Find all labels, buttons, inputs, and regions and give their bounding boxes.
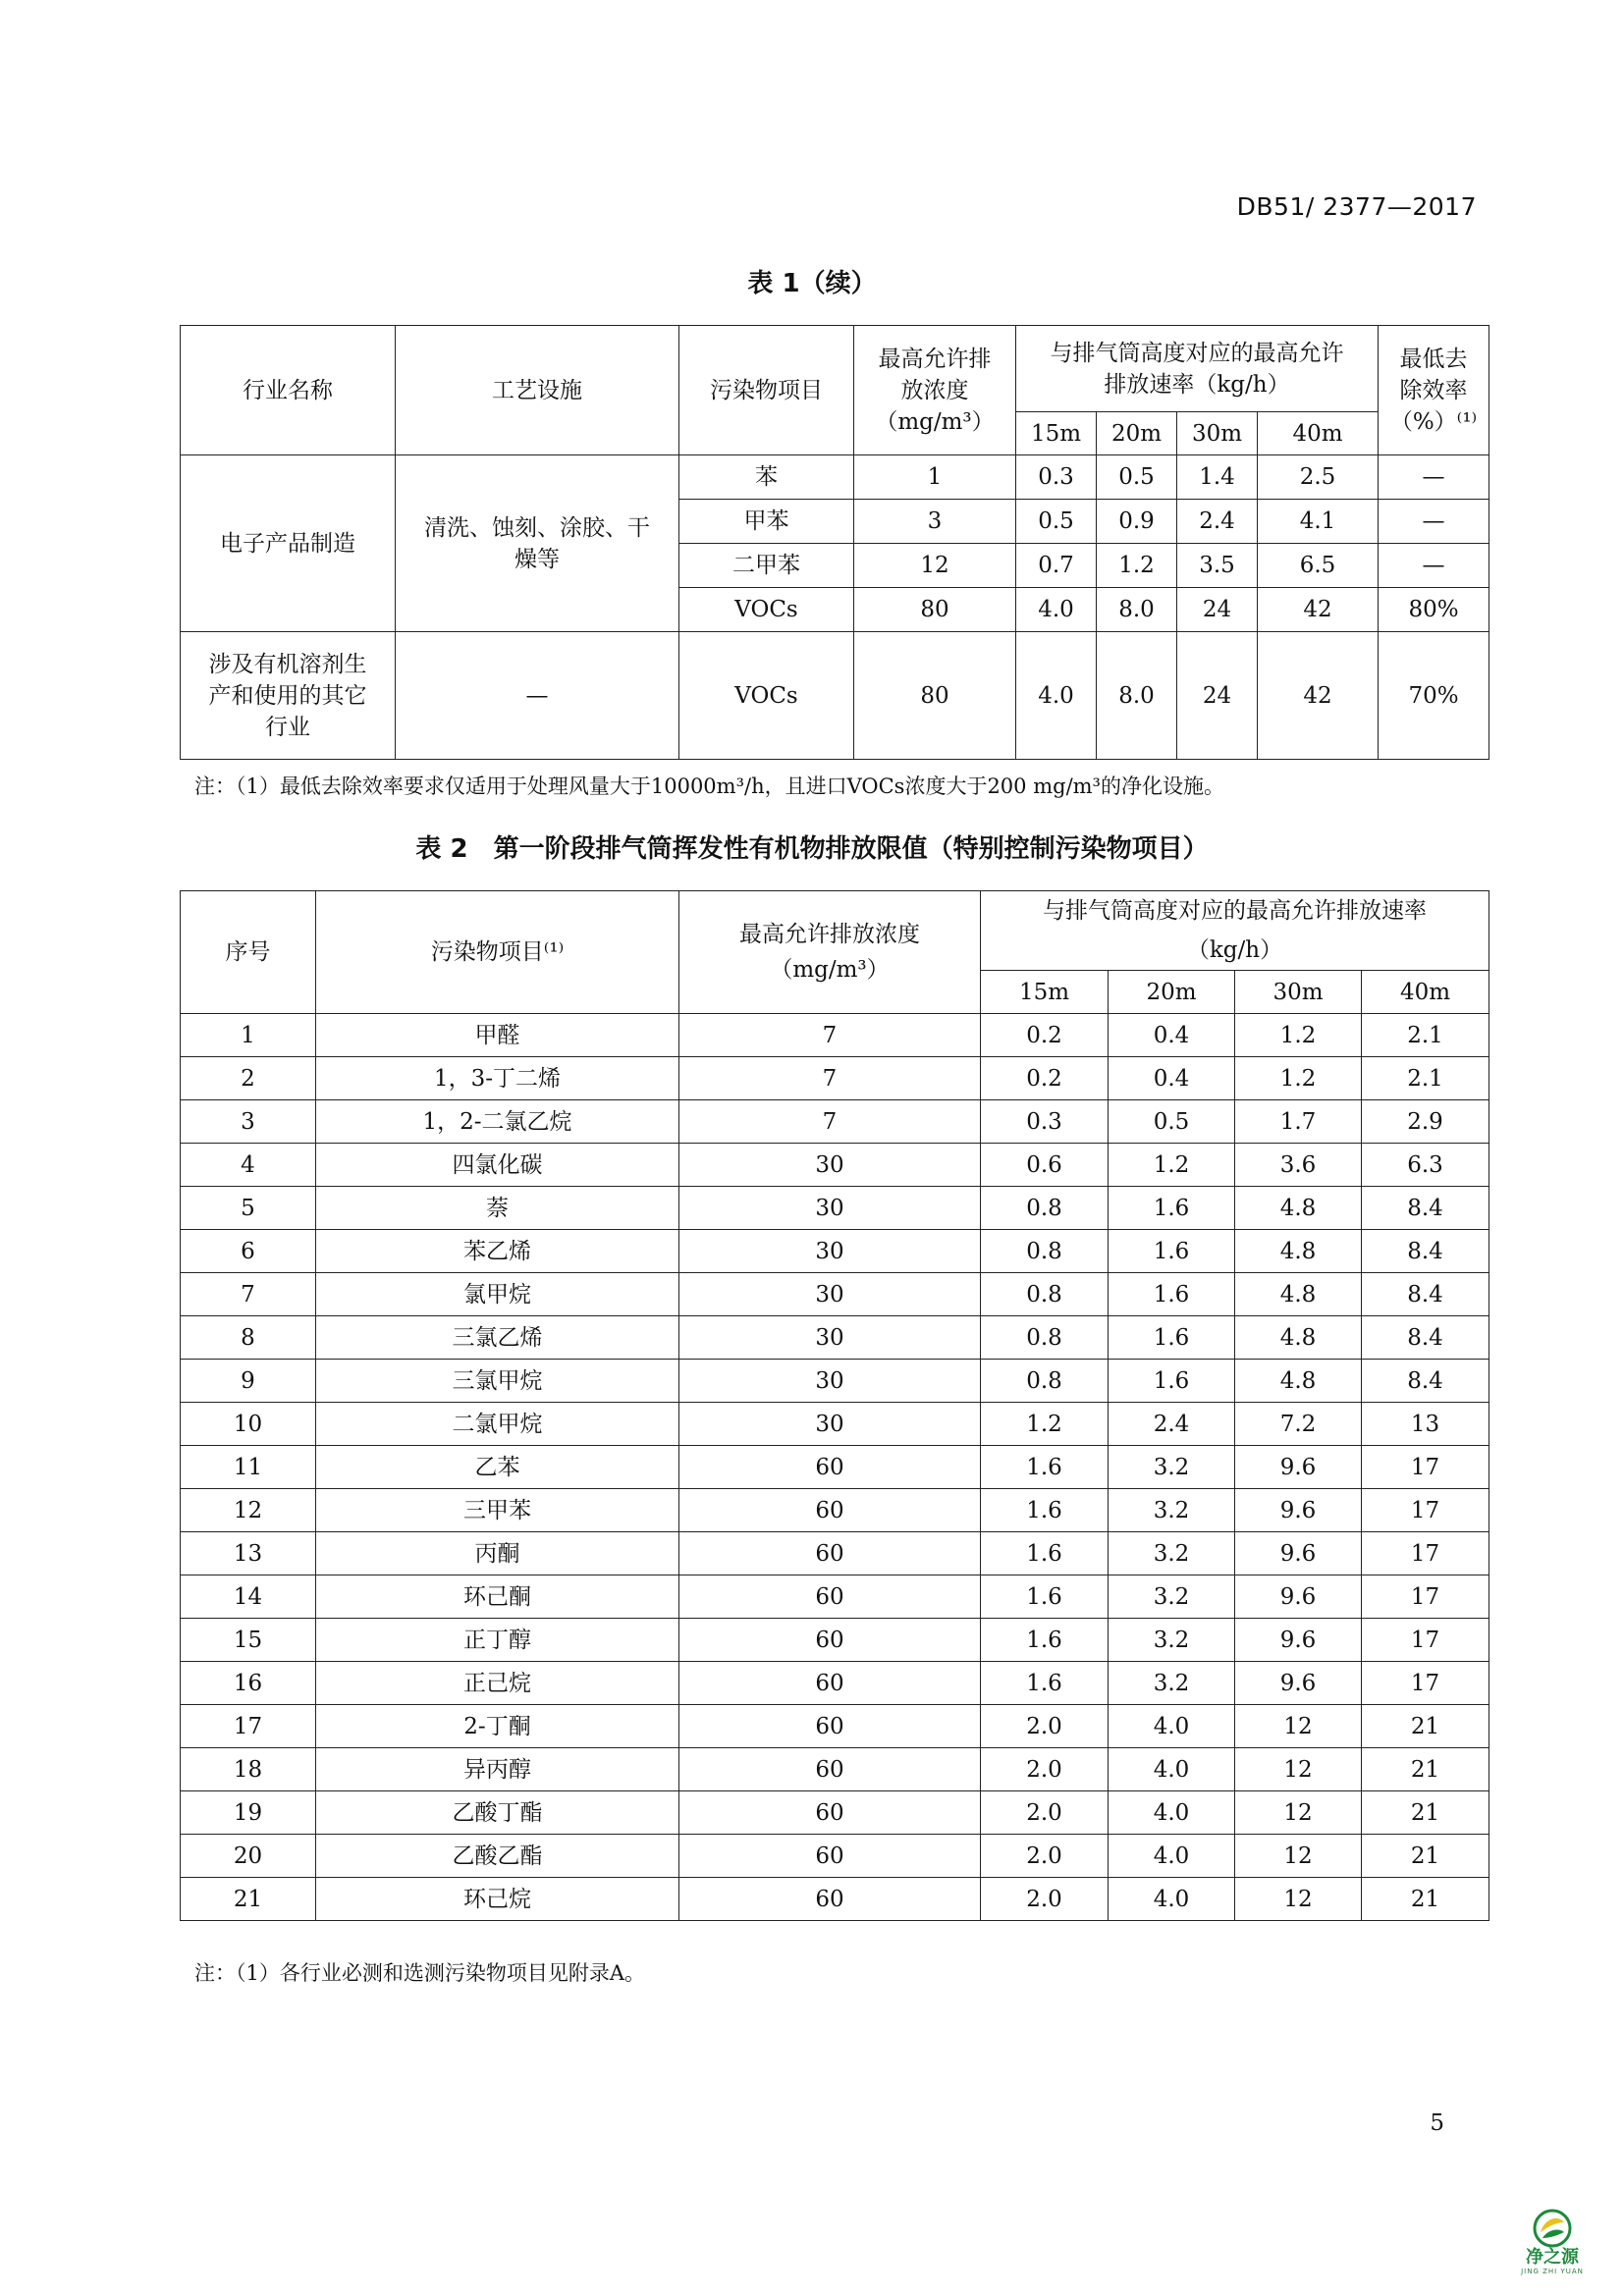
rate-cell: 13 (1362, 1403, 1489, 1446)
rate-cell: 0.4 (1109, 1057, 1235, 1100)
header-concentration (854, 326, 1016, 455)
conc-cell: 60 (679, 1446, 981, 1489)
pollutant-cell: 二甲苯 (679, 544, 854, 588)
seq-cell: 13 (181, 1532, 316, 1575)
rate-cell: 4.0 (1109, 1878, 1235, 1921)
industry-cell: 电子产品制造 (181, 455, 396, 632)
rate-cell: 3.2 (1109, 1575, 1235, 1619)
rate-cell: 6.3 (1362, 1144, 1489, 1187)
rate-cell: 21 (1362, 1705, 1489, 1748)
rate-cell: 12 (1235, 1878, 1362, 1921)
header-pollutant: 污染物项目 (679, 326, 854, 455)
rate-cell: 1.6 (981, 1489, 1109, 1532)
header-seq: 序号 (181, 891, 316, 1014)
rate-cell: 2.1 (1362, 1057, 1489, 1100)
rate-cell: 2.4 (1177, 500, 1258, 544)
table-row (181, 1446, 1489, 1489)
rate-cell: 1.6 (1109, 1187, 1235, 1230)
rate-cell: 12 (1235, 1835, 1362, 1878)
header-rate-line1: 与排气筒高度对应的最高允许 (1050, 340, 1344, 366)
industry-line1: 涉及有机溶剂生 (208, 651, 367, 677)
header-rate-unit: （kg/h） (1186, 937, 1283, 963)
conc-cell: 30 (679, 1316, 981, 1360)
conc-cell: 12 (854, 544, 1016, 588)
rate-cell: 1.6 (1109, 1273, 1235, 1316)
table-row (181, 632, 1489, 760)
conc-cell: 60 (679, 1662, 981, 1705)
pollutant-cell: 异丙醇 (316, 1748, 679, 1791)
table-row (181, 1273, 1489, 1316)
table2-body (181, 1014, 1489, 1921)
table2-header-row (181, 891, 1489, 971)
seq-cell: 5 (181, 1187, 316, 1230)
rate-cell: 2.0 (981, 1835, 1109, 1878)
pollutant-cell: 四氯化碳 (316, 1144, 679, 1187)
rate-cell: 4.8 (1235, 1273, 1362, 1316)
conc-cell: 30 (679, 1230, 981, 1273)
logo (1510, 2209, 1595, 2275)
rate-cell: 17 (1362, 1489, 1489, 1532)
rate-cell: 1.6 (981, 1446, 1109, 1489)
rate-cell: 4.0 (1109, 1791, 1235, 1835)
header-eff-line1: 最低去 (1399, 346, 1468, 372)
table-row (181, 1187, 1489, 1230)
rate-cell: 2.4 (1109, 1403, 1235, 1446)
rate-cell: 0.3 (981, 1100, 1109, 1144)
rate-cell: 0.8 (981, 1316, 1109, 1360)
conc-cell: 60 (679, 1619, 981, 1662)
rate-cell: 2.9 (1362, 1100, 1489, 1144)
conc-cell: 3 (854, 500, 1016, 544)
pollutant-cell: VOCs (679, 632, 854, 760)
rate-cell: 0.9 (1097, 500, 1177, 544)
rate-cell: 9.6 (1235, 1662, 1362, 1705)
header-rate (1016, 326, 1379, 412)
conc-cell: 60 (679, 1489, 981, 1532)
conc-cell: 80 (854, 632, 1016, 760)
eff-cell: 80% (1379, 588, 1489, 632)
document-code: DB51/ 2377—2017 (1236, 192, 1477, 221)
pollutant-cell: 苯 (679, 455, 854, 500)
header-height-20: 20m (1109, 971, 1235, 1014)
rate-cell: 17 (1362, 1532, 1489, 1575)
rate-cell: 1.6 (981, 1619, 1109, 1662)
rate-cell: 0.8 (981, 1187, 1109, 1230)
pollutant-cell: 环己烷 (316, 1878, 679, 1921)
rate-cell: 8.0 (1097, 588, 1177, 632)
table2 (180, 890, 1489, 1921)
rate-cell: 0.5 (1097, 455, 1177, 500)
rate-cell: 3.2 (1109, 1662, 1235, 1705)
rate-cell: 4.8 (1235, 1316, 1362, 1360)
pollutant-cell: 三氯乙烯 (316, 1316, 679, 1360)
rate-cell: 0.2 (981, 1014, 1109, 1057)
seq-cell: 9 (181, 1360, 316, 1403)
rate-cell: 0.6 (981, 1144, 1109, 1187)
rate-cell: 1.6 (1109, 1360, 1235, 1403)
process-cell: — (396, 632, 679, 760)
rate-cell: 3.2 (1109, 1532, 1235, 1575)
seq-cell: 18 (181, 1748, 316, 1791)
eff-cell: 70% (1379, 632, 1489, 760)
table-row (181, 1662, 1489, 1705)
pollutant-cell: 二氯甲烷 (316, 1403, 679, 1446)
rate-cell: 21 (1362, 1791, 1489, 1835)
seq-cell: 7 (181, 1273, 316, 1316)
seq-cell: 21 (181, 1878, 316, 1921)
header-process: 工艺设施 (396, 326, 679, 455)
rate-cell: 17 (1362, 1619, 1489, 1662)
pollutant-cell: 氯甲烷 (316, 1273, 679, 1316)
rate-cell: 4.0 (1109, 1705, 1235, 1748)
header-efficiency (1379, 326, 1489, 455)
conc-cell: 60 (679, 1791, 981, 1835)
table-row (181, 1057, 1489, 1100)
process-line2: 燥等 (514, 546, 560, 572)
table1-header-row (181, 326, 1489, 412)
rate-cell: 0.5 (1109, 1100, 1235, 1144)
industry-line2: 产和使用的其它 (208, 682, 367, 709)
pollutant-cell: 1，3-丁二烯 (316, 1057, 679, 1100)
conc-cell: 1 (854, 455, 1016, 500)
rate-cell: 9.6 (1235, 1619, 1362, 1662)
rate-cell: 0.8 (981, 1360, 1109, 1403)
rate-cell: 1.2 (1235, 1057, 1362, 1100)
rate-cell: 2.0 (981, 1705, 1109, 1748)
process-line1: 清洗、蚀刻、涂胶、干 (424, 514, 650, 541)
rate-cell: 1.2 (1097, 544, 1177, 588)
table-row (181, 455, 1489, 500)
pollutant-cell: 甲醛 (316, 1014, 679, 1057)
pollutant-cell: 三氯甲烷 (316, 1360, 679, 1403)
pollutant-cell: 乙酸丁酯 (316, 1791, 679, 1835)
rate-cell: 3.2 (1109, 1446, 1235, 1489)
table-row (181, 1403, 1489, 1446)
conc-cell: 30 (679, 1187, 981, 1230)
rate-cell: 1.6 (1109, 1230, 1235, 1273)
rate-cell: 9.6 (1235, 1489, 1362, 1532)
header-height-15: 15m (981, 971, 1109, 1014)
pollutant-cell: 萘 (316, 1187, 679, 1230)
seq-cell: 19 (181, 1791, 316, 1835)
header-height-20: 20m (1097, 412, 1177, 455)
pollutant-cell: 甲苯 (679, 500, 854, 544)
rate-cell: 9.6 (1235, 1532, 1362, 1575)
conc-cell: 7 (679, 1014, 981, 1057)
rate-cell: 4.8 (1235, 1187, 1362, 1230)
conc-cell: 80 (854, 588, 1016, 632)
rate-cell: 1.2 (1235, 1014, 1362, 1057)
header-conc-unit: （mg/m³） (875, 408, 995, 435)
table1-note: 注：（1）最低去除效率要求仅适用于处理风量大于10000m³/h，且进口VOCs浓度大于200 mg/m³的净化设施。 (194, 774, 1224, 798)
rate-cell: 17 (1362, 1446, 1489, 1489)
rate-cell: 12 (1235, 1748, 1362, 1791)
seq-cell: 2 (181, 1057, 316, 1100)
rate-cell: 21 (1362, 1835, 1489, 1878)
conc-cell: 60 (679, 1532, 981, 1575)
table-row (181, 1619, 1489, 1662)
header-rate-line1: 与排气筒高度对应的最高允许排放速率 (1043, 898, 1427, 924)
table-row (181, 1705, 1489, 1748)
pollutant-cell: 乙酸乙酯 (316, 1835, 679, 1878)
seq-cell: 14 (181, 1575, 316, 1619)
header-eff-line2: 除效率 (1399, 377, 1468, 403)
table-row (181, 1489, 1489, 1532)
rate-cell: 21 (1362, 1878, 1489, 1921)
seq-cell: 16 (181, 1662, 316, 1705)
header-height-30: 30m (1177, 412, 1258, 455)
rate-cell: 42 (1258, 632, 1379, 760)
seq-cell: 11 (181, 1446, 316, 1489)
rate-cell: 1.6 (1109, 1316, 1235, 1360)
pollutant-cell: 正丁醇 (316, 1619, 679, 1662)
table-row (181, 1532, 1489, 1575)
pollutant-cell: 丙酮 (316, 1532, 679, 1575)
seq-cell: 12 (181, 1489, 316, 1532)
rate-cell: 8.4 (1362, 1273, 1489, 1316)
rate-cell: 2.1 (1362, 1014, 1489, 1057)
table1 (180, 325, 1489, 760)
header-height-40: 40m (1258, 412, 1379, 455)
conc-cell: 30 (679, 1273, 981, 1316)
conc-cell: 7 (679, 1057, 981, 1100)
rate-cell: 0.4 (1109, 1014, 1235, 1057)
rate-cell: 8.4 (1362, 1316, 1489, 1360)
logo-name-en: JING ZHI YUAN (1521, 2268, 1584, 2275)
pollutant-cell: 正己烷 (316, 1662, 679, 1705)
rate-cell: 0.8 (981, 1230, 1109, 1273)
rate-cell: 0.2 (981, 1057, 1109, 1100)
pollutant-cell: 乙苯 (316, 1446, 679, 1489)
rate-cell: 3.5 (1177, 544, 1258, 588)
rate-cell: 1.6 (981, 1532, 1109, 1575)
rate-cell: 1.6 (981, 1575, 1109, 1619)
conc-cell: 7 (679, 1100, 981, 1144)
conc-cell: 60 (679, 1748, 981, 1791)
header-height-15: 15m (1016, 412, 1097, 455)
rate-cell: 3.6 (1235, 1144, 1362, 1187)
pollutant-cell: VOCs (679, 588, 854, 632)
industry-line3: 行业 (265, 714, 310, 740)
header-concentration (679, 891, 981, 1014)
pollutant-cell: 苯乙烯 (316, 1230, 679, 1273)
rate-cell: 4.8 (1235, 1360, 1362, 1403)
rate-cell: 0.7 (1016, 544, 1097, 588)
rate-cell: 1.6 (981, 1662, 1109, 1705)
rate-cell: 2.0 (981, 1791, 1109, 1835)
rate-cell: 1.4 (1177, 455, 1258, 500)
header-height-40: 40m (1362, 971, 1489, 1014)
conc-cell: 60 (679, 1575, 981, 1619)
rate-cell: 24 (1177, 588, 1258, 632)
rate-cell: 24 (1177, 632, 1258, 760)
table-row (181, 1144, 1489, 1187)
seq-cell: 1 (181, 1014, 316, 1057)
header-industry: 行业名称 (181, 326, 396, 455)
table-row (181, 1835, 1489, 1878)
rate-cell: 4.0 (1016, 632, 1097, 760)
seq-cell: 17 (181, 1705, 316, 1748)
header-conc-unit: （mg/m³） (770, 957, 890, 983)
seq-cell: 8 (181, 1316, 316, 1360)
conc-cell: 30 (679, 1403, 981, 1446)
conc-cell: 30 (679, 1144, 981, 1187)
logo-name-cn: 净之源 (1526, 2247, 1579, 2268)
rate-cell: 6.5 (1258, 544, 1379, 588)
pollutant-cell: 2-丁酮 (316, 1705, 679, 1748)
rate-cell: 1.7 (1235, 1100, 1362, 1144)
table-row (181, 1748, 1489, 1791)
page-number: 5 (1430, 2110, 1444, 2136)
eff-cell: — (1379, 544, 1489, 588)
seq-cell: 4 (181, 1144, 316, 1187)
rate-cell: 1.2 (1109, 1144, 1235, 1187)
rate-cell: 3.2 (1109, 1619, 1235, 1662)
rate-cell: 4.1 (1258, 500, 1379, 544)
process-cell (396, 455, 679, 632)
rate-cell: 4.0 (1016, 588, 1097, 632)
rate-cell: 4.8 (1235, 1230, 1362, 1273)
rate-cell: 42 (1258, 588, 1379, 632)
table2-note: 注：（1）各行业必测和选测污染物项目见附录A。 (194, 1961, 646, 1985)
header-conc-line1: 最高允许排放浓度 (739, 922, 920, 947)
rate-cell: 21 (1362, 1748, 1489, 1791)
rate-cell: 0.5 (1016, 500, 1097, 544)
rate-cell: 3.2 (1109, 1489, 1235, 1532)
rate-cell: 2.0 (981, 1878, 1109, 1921)
header-height-30: 30m (1235, 971, 1362, 1014)
rate-cell: 12 (1235, 1705, 1362, 1748)
seq-cell: 6 (181, 1230, 316, 1273)
rate-cell: 2.5 (1258, 455, 1379, 500)
rate-cell: 0.8 (981, 1273, 1109, 1316)
header-rate-line2: 排放速率（kg/h） (1104, 371, 1290, 398)
rate-cell: 8.4 (1362, 1230, 1489, 1273)
header-pollutant: 污染物项目⁽¹⁾ (316, 891, 679, 1014)
seq-cell: 10 (181, 1403, 316, 1446)
rate-cell: 8.4 (1362, 1360, 1489, 1403)
table1-caption: 表 1（续） (747, 269, 877, 298)
table-row (181, 1230, 1489, 1273)
rate-cell: 0.3 (1016, 455, 1097, 500)
industry-cell (181, 632, 396, 760)
header-eff-unit: （%）⁽¹⁾ (1389, 408, 1478, 435)
rate-cell: 17 (1362, 1662, 1489, 1705)
seq-cell: 20 (181, 1835, 316, 1878)
eff-cell: — (1379, 455, 1489, 500)
table-row (181, 1100, 1489, 1144)
rate-cell: 8.4 (1362, 1187, 1489, 1230)
header-conc-line1: 最高允许排 (878, 346, 992, 372)
pollutant-cell: 三甲苯 (316, 1489, 679, 1532)
logo-leaf-icon (1531, 2209, 1574, 2248)
table-row (181, 1316, 1489, 1360)
rate-cell: 4.0 (1109, 1748, 1235, 1791)
table-row (181, 1014, 1489, 1057)
conc-cell: 60 (679, 1705, 981, 1748)
conc-cell: 30 (679, 1360, 981, 1403)
rate-cell: 17 (1362, 1575, 1489, 1619)
table2-caption: 表 2 第一阶段排气筒挥发性有机物排放限值（特别控制污染物项目） (415, 834, 1209, 864)
pollutant-cell: 1，2-二氯乙烷 (316, 1100, 679, 1144)
rate-cell: 9.6 (1235, 1446, 1362, 1489)
conc-cell: 60 (679, 1835, 981, 1878)
seq-cell: 15 (181, 1619, 316, 1662)
conc-cell: 60 (679, 1878, 981, 1921)
seq-cell: 3 (181, 1100, 316, 1144)
table-row (181, 1575, 1489, 1619)
table-row (181, 1878, 1489, 1921)
eff-cell: — (1379, 500, 1489, 544)
rate-cell: 8.0 (1097, 632, 1177, 760)
table-row (181, 1360, 1489, 1403)
table-row (181, 1791, 1489, 1835)
rate-cell: 4.0 (1109, 1835, 1235, 1878)
rate-cell: 9.6 (1235, 1575, 1362, 1619)
header-conc-line2: 放浓度 (900, 377, 969, 403)
header-rate (981, 891, 1489, 971)
rate-cell: 1.2 (981, 1403, 1109, 1446)
rate-cell: 12 (1235, 1791, 1362, 1835)
rate-cell: 7.2 (1235, 1403, 1362, 1446)
rate-cell: 2.0 (981, 1748, 1109, 1791)
pollutant-cell: 环己酮 (316, 1575, 679, 1619)
